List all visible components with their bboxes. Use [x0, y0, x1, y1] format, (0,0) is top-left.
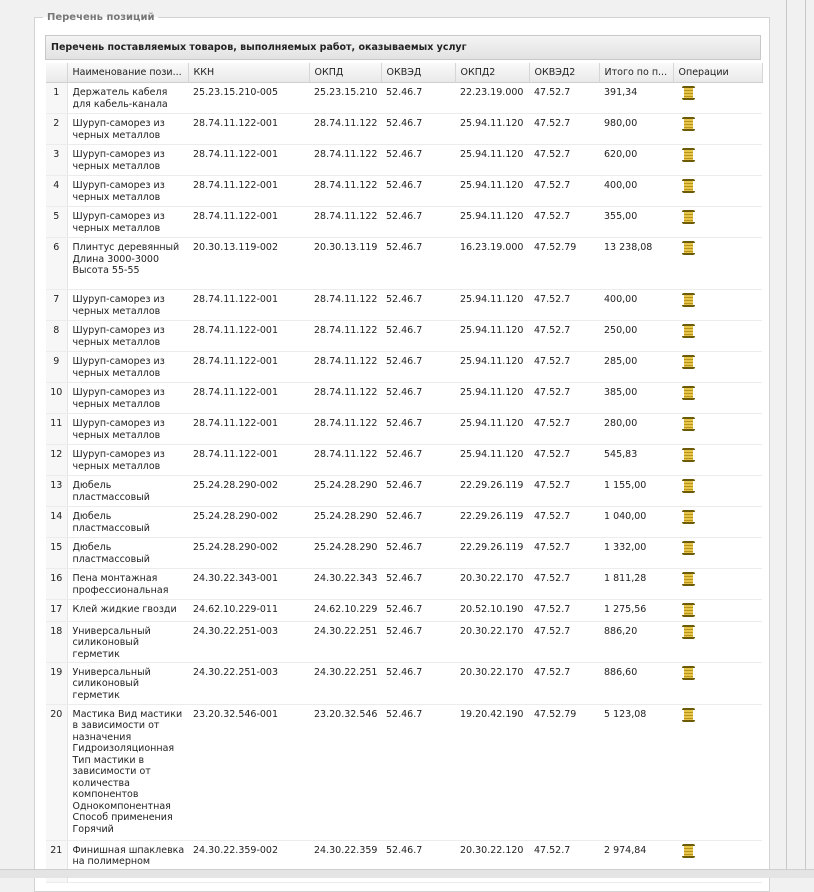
column-header-okpd2[interactable]: ОКПД2 — [455, 63, 529, 83]
okpd2-code: 25.94.11.120 — [455, 445, 529, 476]
table-row[interactable] — [46, 83, 762, 114]
row-total: 1 811,28 — [599, 569, 673, 600]
column-header-total[interactable]: Итого по п... — [599, 63, 673, 83]
okpd-code: 24.30.22.251 — [309, 662, 381, 704]
okved2-code: 47.52.79 — [529, 238, 599, 290]
okpd-code: 28.74.11.122 — [309, 207, 381, 238]
okpd-code: 28.74.11.122 — [309, 414, 381, 445]
table-row[interactable] — [46, 507, 762, 538]
kkn-code: 23.20.32.546-001 — [188, 704, 309, 840]
column-header-number[interactable] — [46, 63, 67, 83]
okpd-code: 25.24.28.290 — [309, 538, 381, 569]
okpd-code: 25.23.15.210 — [309, 83, 381, 114]
okved-code: 52.46.7 — [381, 569, 455, 600]
row-total: 5 123,08 — [599, 704, 673, 840]
column-header-okved[interactable]: ОКВЭД — [381, 63, 455, 83]
okved2-code: 47.52.79 — [529, 704, 599, 840]
position-name: Плинтус деревянный Длина 3000-3000 Высота 55-55 — [67, 238, 188, 290]
okved2-code: 47.52.7 — [529, 507, 599, 538]
position-name: Клей жидкие гвозди — [67, 600, 188, 622]
okved2-code: 47.52.7 — [529, 600, 599, 622]
kkn-code: 28.74.11.122-001 — [188, 352, 309, 383]
okved-code: 52.46.7 — [381, 145, 455, 176]
okpd2-code: 25.94.11.120 — [455, 290, 529, 321]
kkn-code: 28.74.11.122-001 — [188, 114, 309, 145]
row-total: 1 332,00 — [599, 538, 673, 569]
column-header-name[interactable]: Наименование пози... — [67, 63, 188, 83]
okved2-code: 47.52.7 — [529, 569, 599, 600]
table-row[interactable] — [46, 476, 762, 507]
operations-cell — [673, 704, 762, 840]
column-header-okved2[interactable]: ОКВЭД2 — [529, 63, 599, 83]
edit-scroll-icon[interactable] — [682, 241, 695, 255]
okved2-code: 47.52.7 — [529, 207, 599, 238]
kkn-code: 28.74.11.122-001 — [188, 290, 309, 321]
okpd2-code: 20.30.22.170 — [455, 662, 529, 704]
kkn-code: 28.74.11.122-001 — [188, 145, 309, 176]
okpd2-code: 16.23.19.000 — [455, 238, 529, 290]
table-row[interactable] — [46, 704, 762, 840]
okved-code: 52.46.7 — [381, 445, 455, 476]
okved-code: 52.46.7 — [381, 704, 455, 840]
okved-code: 52.46.7 — [381, 321, 455, 352]
row-total: 400,00 — [599, 290, 673, 321]
edit-scroll-icon[interactable] — [682, 448, 695, 462]
kkn-code: 24.30.22.251-003 — [188, 621, 309, 662]
okved-code: 52.46.7 — [381, 476, 455, 507]
okpd-code: 25.24.28.290 — [309, 476, 381, 507]
edit-scroll-icon[interactable] — [682, 293, 695, 307]
operations-cell — [673, 238, 762, 290]
okved2-code: 47.52.7 — [529, 621, 599, 662]
operations-cell — [673, 176, 762, 207]
table-row[interactable] — [46, 238, 762, 290]
okpd2-code: 25.94.11.120 — [455, 352, 529, 383]
okved-code: 52.46.7 — [381, 600, 455, 622]
okpd-code: 28.74.11.122 — [309, 145, 381, 176]
kkn-code: 20.30.13.119-002 — [188, 238, 309, 290]
kkn-code: 28.74.11.122-001 — [188, 176, 309, 207]
row-number: 2 — [46, 114, 67, 145]
table-row[interactable] — [46, 321, 762, 352]
position-name: Держатель кабеля для кабель-канала — [67, 83, 188, 114]
table-row[interactable] — [46, 352, 762, 383]
okved2-code: 47.52.7 — [529, 538, 599, 569]
kkn-code: 24.30.22.251-003 — [188, 662, 309, 704]
position-name: Шуруп-саморез из черных металлов — [67, 176, 188, 207]
okpd-code: 28.74.11.122 — [309, 321, 381, 352]
okpd-code: 28.74.11.122 — [309, 290, 381, 321]
okpd2-code: 19.20.42.190 — [455, 704, 529, 840]
edit-scroll-icon[interactable] — [682, 541, 695, 555]
okved-code: 52.46.7 — [381, 383, 455, 414]
panel-legend: Перечень позиций — [47, 12, 155, 23]
okved2-code: 47.52.7 — [529, 352, 599, 383]
row-number: 10 — [46, 383, 67, 414]
position-name: Пена монтажная профессиональная — [67, 569, 188, 600]
right-frame-border — [786, 0, 787, 877]
edit-scroll-icon[interactable] — [682, 603, 695, 617]
position-name: Шуруп-саморез из черных металлов — [67, 145, 188, 176]
okpd-code: 23.20.32.546 — [309, 704, 381, 840]
row-total: 1 155,00 — [599, 476, 673, 507]
okpd2-code: 22.29.26.119 — [455, 538, 529, 569]
row-number: 8 — [46, 321, 67, 352]
okpd2-code: 25.94.11.120 — [455, 176, 529, 207]
operations-cell — [673, 445, 762, 476]
edit-scroll-icon[interactable] — [682, 510, 695, 524]
okpd-code: 28.74.11.122 — [309, 352, 381, 383]
operations-cell — [673, 507, 762, 538]
okpd-code: 25.24.28.290 — [309, 507, 381, 538]
row-total: 355,00 — [599, 207, 673, 238]
operations-cell — [673, 538, 762, 569]
table-row[interactable] — [46, 414, 762, 445]
okved-code: 52.46.7 — [381, 238, 455, 290]
edit-scroll-icon[interactable] — [682, 708, 695, 722]
okved-code: 52.46.7 — [381, 290, 455, 321]
column-header-okpd[interactable]: ОКПД — [309, 63, 381, 83]
row-total: 391,34 — [599, 83, 673, 114]
row-total: 2 974,84 — [599, 840, 673, 882]
kkn-code: 28.74.11.122-001 — [188, 383, 309, 414]
row-total: 1 040,00 — [599, 507, 673, 538]
operations-cell — [673, 476, 762, 507]
row-number: 21 — [46, 840, 67, 882]
row-total: 400,00 — [599, 176, 673, 207]
row-number: 9 — [46, 352, 67, 383]
kkn-code: 28.74.11.122-001 — [188, 207, 309, 238]
kkn-code: 24.30.22.359-002 — [188, 840, 309, 882]
row-number: 3 — [46, 145, 67, 176]
row-total: 285,00 — [599, 352, 673, 383]
okpd-code: 24.30.22.343 — [309, 569, 381, 600]
row-number: 20 — [46, 704, 67, 840]
position-name: Дюбель пластмассовый — [67, 507, 188, 538]
position-name: Шуруп-саморез из черных металлов — [67, 321, 188, 352]
kkn-code: 24.30.22.343-001 — [188, 569, 309, 600]
operations-cell — [673, 207, 762, 238]
kkn-code: 28.74.11.122-001 — [188, 445, 309, 476]
edit-scroll-icon[interactable] — [682, 355, 695, 369]
operations-cell — [673, 569, 762, 600]
okpd-code: 28.74.11.122 — [309, 383, 381, 414]
row-number: 7 — [46, 290, 67, 321]
okved2-code: 47.52.7 — [529, 176, 599, 207]
table-row[interactable] — [46, 538, 762, 569]
operations-cell — [673, 145, 762, 176]
okpd2-code: 25.94.11.120 — [455, 114, 529, 145]
edit-scroll-icon[interactable] — [682, 86, 695, 100]
okved-code: 52.46.7 — [381, 507, 455, 538]
row-total: 886,20 — [599, 621, 673, 662]
okpd2-code: 25.94.11.120 — [455, 321, 529, 352]
position-name: Шуруп-саморез из черных металлов — [67, 445, 188, 476]
okpd-code: 20.30.13.119 — [309, 238, 381, 290]
row-total: 13 238,08 — [599, 238, 673, 290]
position-name: Универсальный силиконовый герметик — [67, 662, 188, 704]
edit-scroll-icon[interactable] — [682, 625, 695, 639]
edit-scroll-icon[interactable] — [682, 666, 695, 680]
position-name: Шуруп-саморез из черных металлов — [67, 383, 188, 414]
edit-scroll-icon[interactable] — [682, 117, 695, 131]
okved2-code: 47.52.7 — [529, 840, 599, 882]
position-name: Шуруп-саморез из черных металлов — [67, 114, 188, 145]
table-row[interactable] — [46, 290, 762, 321]
okpd2-code: 20.30.22.170 — [455, 569, 529, 600]
table-row[interactable] — [46, 145, 762, 176]
position-name: Шуруп-саморез из черных металлов — [67, 352, 188, 383]
kkn-code: 24.62.10.229-011 — [188, 600, 309, 622]
table-row[interactable] — [46, 600, 762, 622]
operations-cell — [673, 383, 762, 414]
okpd2-code: 25.94.11.120 — [455, 414, 529, 445]
row-number: 11 — [46, 414, 67, 445]
table-row[interactable] — [46, 114, 762, 145]
okpd-code: 24.30.22.251 — [309, 621, 381, 662]
okpd2-code: 20.30.22.120 — [455, 840, 529, 882]
okpd-code: 24.62.10.229 — [309, 600, 381, 622]
positions-table — [46, 63, 763, 883]
okved2-code: 47.52.7 — [529, 662, 599, 704]
row-number: 15 — [46, 538, 67, 569]
table-row[interactable] — [46, 662, 762, 704]
okved-code: 52.46.7 — [381, 176, 455, 207]
row-number: 19 — [46, 662, 67, 704]
operations-cell — [673, 352, 762, 383]
okpd2-code: 25.94.11.120 — [455, 383, 529, 414]
okved2-code: 47.52.7 — [529, 476, 599, 507]
operations-cell — [673, 662, 762, 704]
section-title: Перечень поставляемых товаров, выполняемых работ, оказываемых услуг — [45, 35, 761, 60]
operations-cell — [673, 414, 762, 445]
row-number: 17 — [46, 600, 67, 622]
operations-cell — [673, 114, 762, 145]
position-name: Финишная шпаклевка на полимерном — [67, 840, 188, 882]
edit-scroll-icon[interactable] — [682, 417, 695, 431]
kkn-code: 28.74.11.122-001 — [188, 321, 309, 352]
kkn-code: 28.74.11.122-001 — [188, 414, 309, 445]
okved-code: 52.46.7 — [381, 414, 455, 445]
okved2-code: 47.52.7 — [529, 114, 599, 145]
okved-code: 52.46.7 — [381, 83, 455, 114]
row-number: 5 — [46, 207, 67, 238]
kkn-code: 25.24.28.290-002 — [188, 507, 309, 538]
okpd2-code: 25.94.11.120 — [455, 207, 529, 238]
position-name: Мастика Вид мастики в зависимости от назначения Гидроизоляционная Тип мастики в зависимости от количества компонентов Однокомпонентная Способ применения Горячий — [67, 704, 188, 840]
position-name: Дюбель пластмассовый — [67, 476, 188, 507]
table-row[interactable] — [46, 383, 762, 414]
okved-code: 52.46.7 — [381, 538, 455, 569]
right-frame-border-outer — [805, 0, 806, 877]
row-number: 13 — [46, 476, 67, 507]
okpd-code: 28.74.11.122 — [309, 445, 381, 476]
table-row[interactable] — [46, 621, 762, 662]
okved-code: 52.46.7 — [381, 352, 455, 383]
operations-cell — [673, 290, 762, 321]
row-total: 886,60 — [599, 662, 673, 704]
okved-code: 52.46.7 — [381, 621, 455, 662]
row-total: 385,00 — [599, 383, 673, 414]
position-name: Дюбель пластмассовый — [67, 538, 188, 569]
position-name: Шуруп-саморез из черных металлов — [67, 207, 188, 238]
row-total: 280,00 — [599, 414, 673, 445]
operations-cell — [673, 83, 762, 114]
okpd2-code: 25.94.11.120 — [455, 145, 529, 176]
okpd2-code: 20.52.10.190 — [455, 600, 529, 622]
okved2-code: 47.52.7 — [529, 145, 599, 176]
row-total: 545,83 — [599, 445, 673, 476]
okved2-code: 47.52.7 — [529, 383, 599, 414]
table-row[interactable] — [46, 207, 762, 238]
table-row[interactable] — [46, 445, 762, 476]
okved-code: 52.46.7 — [381, 114, 455, 145]
position-name: Универсальный силиконовый герметик — [67, 621, 188, 662]
okpd-code: 28.74.11.122 — [309, 176, 381, 207]
kkn-code: 25.23.15.210-005 — [188, 83, 309, 114]
operations-cell — [673, 321, 762, 352]
row-total: 1 275,56 — [599, 600, 673, 622]
okved2-code: 47.52.7 — [529, 290, 599, 321]
row-number: 4 — [46, 176, 67, 207]
edit-scroll-icon[interactable] — [682, 179, 695, 193]
edit-scroll-icon[interactable] — [682, 479, 695, 493]
okpd-code: 24.30.22.359 — [309, 840, 381, 882]
operations-cell — [673, 621, 762, 662]
table-header-row — [46, 63, 762, 83]
position-name: Шуруп-саморез из черных металлов — [67, 414, 188, 445]
kkn-code: 25.24.28.290-002 — [188, 476, 309, 507]
row-total: 620,00 — [599, 145, 673, 176]
row-total: 250,00 — [599, 321, 673, 352]
okpd2-code: 22.29.26.119 — [455, 507, 529, 538]
okpd-code: 28.74.11.122 — [309, 114, 381, 145]
edit-scroll-icon[interactable] — [682, 572, 695, 586]
edit-scroll-icon[interactable] — [682, 324, 695, 338]
okved-code: 52.46.7 — [381, 207, 455, 238]
okpd2-code: 22.23.19.000 — [455, 83, 529, 114]
kkn-code: 25.24.28.290-002 — [188, 538, 309, 569]
edit-scroll-icon[interactable] — [682, 386, 695, 400]
okved-code: 52.46.7 — [381, 662, 455, 704]
row-number: 6 — [46, 238, 67, 290]
operations-cell — [673, 600, 762, 622]
column-header-kkn[interactable]: ККН — [188, 63, 309, 83]
row-total: 980,00 — [599, 114, 673, 145]
okved2-code: 47.52.7 — [529, 414, 599, 445]
row-number: 16 — [46, 569, 67, 600]
position-name: Шуруп-саморез из черных металлов — [67, 290, 188, 321]
okved2-code: 47.52.7 — [529, 321, 599, 352]
table-row[interactable] — [46, 569, 762, 600]
row-number: 14 — [46, 507, 67, 538]
edit-scroll-icon[interactable] — [682, 210, 695, 224]
edit-scroll-icon[interactable] — [682, 844, 695, 858]
table-row[interactable] — [46, 176, 762, 207]
okved-code: 52.46.7 — [381, 840, 455, 882]
row-number: 18 — [46, 621, 67, 662]
row-number: 1 — [46, 83, 67, 114]
row-number: 12 — [46, 445, 67, 476]
okpd2-code: 20.30.22.170 — [455, 621, 529, 662]
column-header-operations: Операции — [673, 63, 762, 83]
edit-scroll-icon[interactable] — [682, 148, 695, 162]
okved2-code: 47.52.7 — [529, 83, 599, 114]
okpd2-code: 22.29.26.119 — [455, 476, 529, 507]
okved2-code: 47.52.7 — [529, 445, 599, 476]
